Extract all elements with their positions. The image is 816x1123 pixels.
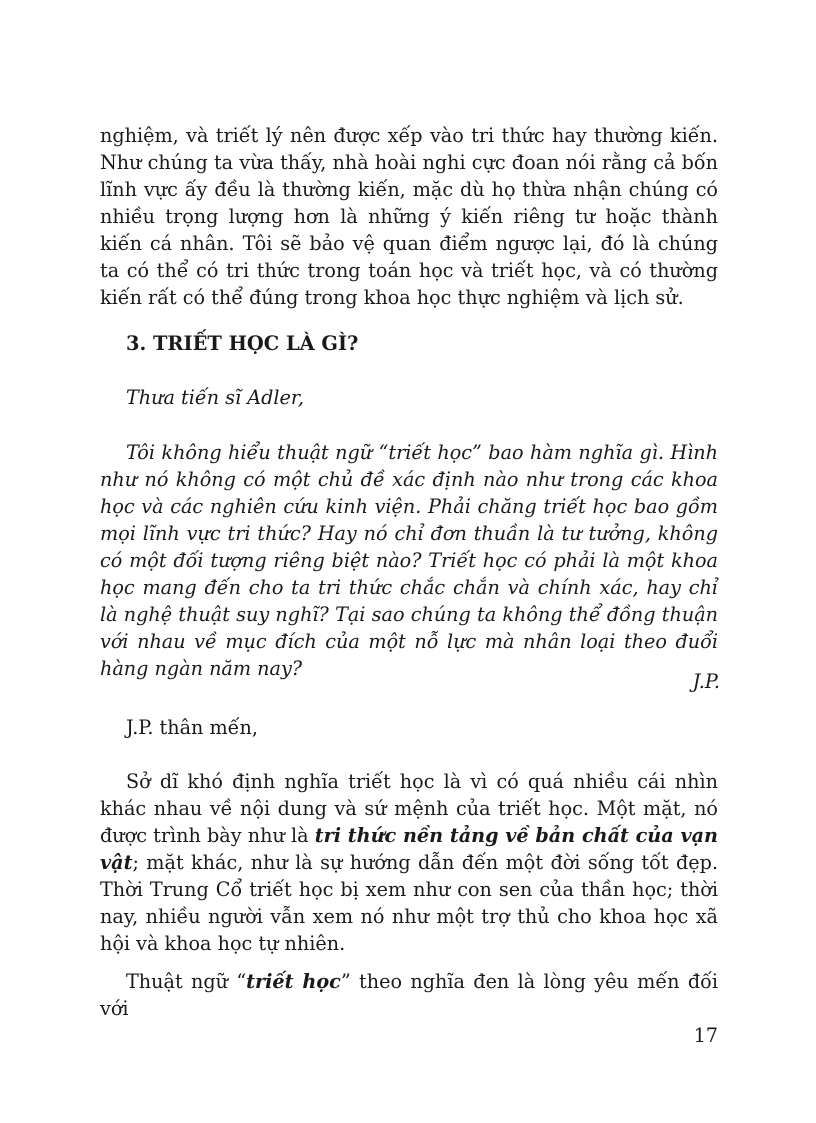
reply-p1-text-before: Sở dĩ khó định nghĩa triết học là vì có quá nhiều cái nhìn khác nhau về nội dung và sứ mệnh của triết học. Một mặt, nó được trình bày như là [100,770,718,847]
reply-paragraph-2 [100,968,718,1022]
reply-paragraph-1 [100,768,718,957]
reply-p2-text-before: Thuật ngữ “ [126,970,247,993]
book-page [100,0,720,1123]
reply-p1-emphasis: tri thức nền tảng về bản chất của vạn vật [100,824,718,874]
letter-body: Tôi không hiểu thuật ngữ “triết học” bao hàm nghĩa gì. Hình như nó không có một chủ đề xác định nào như trong các khoa học và các nghiên cứu kinh viện. Phải chăng triết học bao gồm mọi lĩnh vực tri thức? Hay nó chỉ đơn thuần là tư tưởng, không có một đối tượng riêng biệt nào? Triết học có phải là một khoa học mang đến cho ta tri thức chắc chắn và chính xác, hay chỉ là nghệ thuật suy nghĩ? Tại sao chúng ta không thể đồng thuận với nhau về mục đích của một nỗ lực mà nhân loại theo đuổi hàng ngàn năm nay? [100,441,718,680]
reply-salutation: J.P. thân mến, [126,716,258,739]
letter-signature: J.P. [692,670,720,693]
paragraph-continuation: nghiệm, và triết lý nên được xếp vào tri thức hay thường kiến. Như chúng ta vừa thấy, nhà hoài nghi cực đoan nói rằng cả bốn lĩnh vực ấy đều là thường kiến, mặc dù họ thừa nhận chúng có nhiều trọng lượng hơn là những ý kiến riêng tư hoặc thành kiến cá nhân. Tôi sẽ bảo vệ quan điểm ngược lại, đó là chúng ta có thể có tri thức trong toán học và triết học, và có thường kiến rất có thể đúng trong khoa học thực nghiệm và lịch sử. [100,124,718,309]
reply-p2-text-after: ” theo nghĩa đen là lòng yêu mến đối với [100,970,718,1020]
reply-p2-emphasis: triết học [246,970,341,993]
page-number: 17 [693,1024,718,1047]
reply-p1-text-after: ; mặt khác, như là sự hướng dẫn đến một đời sống tốt đẹp. Thời Trung Cổ triết học bị xem như con sen của thần học; thời nay, nhiều người vẫn xem nó như một trợ thủ cho khoa học xã hội và khoa học tự nhiên. [100,851,718,955]
letter-salutation: Thưa tiến sĩ Adler, [126,386,305,409]
section-heading: 3. TRIẾT HỌC LÀ GÌ? [126,332,359,355]
